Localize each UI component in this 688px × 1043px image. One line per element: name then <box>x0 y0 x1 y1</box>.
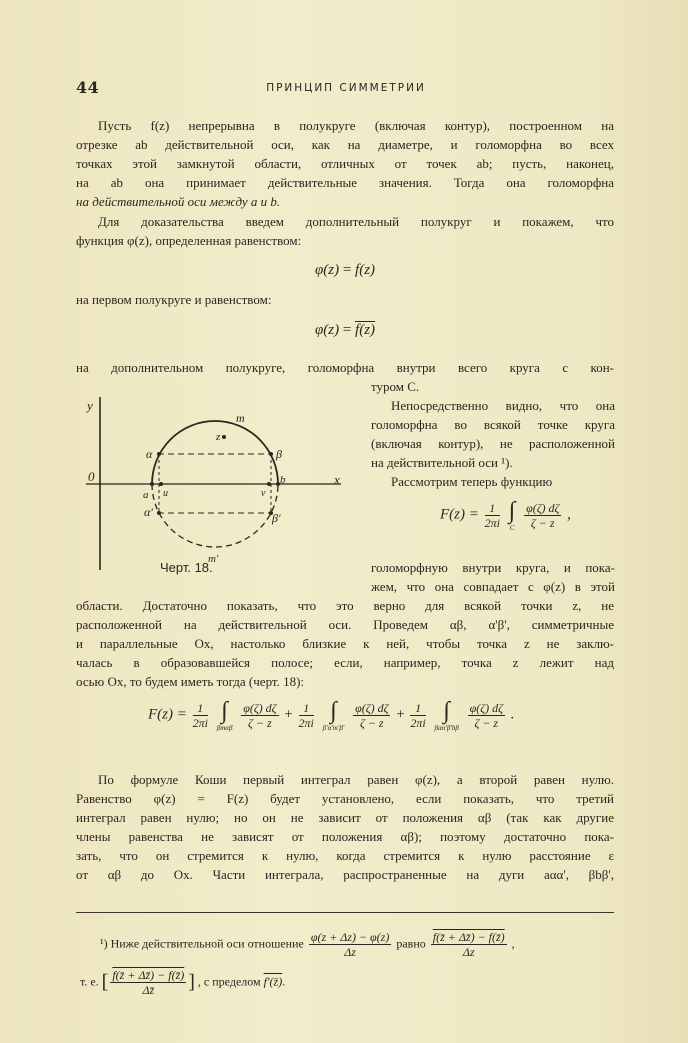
text-line: Непосредственно видно, что она <box>391 398 615 413</box>
svg-text:z: z <box>216 431 221 443</box>
right-column-text <box>371 396 615 491</box>
equation-4: F(z) = $\frac{1}{2\pi i}$ ∫ βmαβ $\frac{\varphi(\zeta) d\zeta}{\zeta - z}$ + $\frac{1}{2\pi i}$ ∫ β'α'm'β' $\frac{\varphi(\zeta) d\zeta}{\zeta - z}$ + $\frac{1}{2\pi i}$ ∫ βαα'β'bβ $\frac{\varphi(\zeta) d\zeta}{\zeta - z}$ . <box>148 698 515 732</box>
integral-sign: ∫ β'α'm'β' <box>322 698 345 732</box>
text-line: члены равенства не зависят от положения αβ); поэтому достаточно пока- <box>76 829 614 844</box>
eq1-rhs: f(z) <box>355 262 376 278</box>
text-line: и параллельные Ox, настолько близкие к ней, чтобы точка z не заклю- <box>76 636 614 651</box>
eq2-lhs: φ(z) <box>314 322 340 338</box>
svg-text:b: b <box>280 474 286 486</box>
paragraph-2 <box>76 212 614 250</box>
footnote-marker: ¹) <box>100 936 108 951</box>
text-line: от αβ до Ox. Части интеграла, распространенные на дуги aαα', βbβ', <box>76 867 614 882</box>
paragraph-4 <box>76 358 614 377</box>
text-line: чалась в образовавшейся полосе; если, например, точка z лежит над <box>76 655 614 670</box>
svg-text:m': m' <box>208 553 219 565</box>
text-line: зать, что он стремится к нулю, когда стремится к нулю расстояние ε <box>76 848 614 863</box>
text-line: расположенной на действительной оси. Проведем αβ, α'β', симметричные <box>76 617 614 632</box>
eq3-lhs: F(z) = <box>440 506 479 523</box>
text-line: отрезке ab действительной оси, как на диаметре, и голоморфна во всех <box>76 137 614 152</box>
paragraph-3 <box>76 290 614 309</box>
svg-text:a: a <box>143 489 149 501</box>
label-origin: 0 <box>88 469 95 484</box>
svg-text:β: β <box>276 447 282 461</box>
page-number: 44 <box>76 78 100 97</box>
text-line: По формуле Коши первый интеграл равен φ(z), а второй равен нулю. <box>98 772 614 787</box>
svg-text:α: α <box>146 447 153 461</box>
text-line: жем, что она совпадает с φ(z) в этой <box>371 579 615 594</box>
text-line: туром C. <box>371 379 420 394</box>
eq1-lhs: φ(z) <box>314 262 340 278</box>
equation-1: φ(z) = f(z) <box>314 262 376 278</box>
footnote: ¹) Ниже действительной оси отношение $\frac{\varphi(z + \Delta z) - \varphi(z)}{\Delta z}$ равно $\frac{f(z̄ + \Delta z̄) - f(z̄)}{\Delta z}$ , <box>100 930 515 959</box>
paragraph-4-cont <box>371 377 615 396</box>
paragraph-1 <box>76 116 614 211</box>
svg-text:v: v <box>261 488 266 499</box>
text-line: области. Достаточно показать, что это верно для всякой точки z, не <box>76 598 614 613</box>
paragraph-5 <box>76 596 614 691</box>
text-line: на действительной оси ¹). <box>371 455 513 470</box>
text-line: Равенство φ(z) = F(z) будет установлено, если показать, что третий <box>76 791 614 806</box>
paragraph-6 <box>76 770 614 884</box>
text-line: функция φ(z), определенная равенством: <box>76 233 302 248</box>
eq2-rhs-conjugate: f(z) <box>355 322 376 338</box>
text-line: точках этой замкнутой области, отличных от точек ab; пусть, наконец, <box>76 156 614 171</box>
eq3-integrand: $\frac{\varphi(\zeta) d\zeta}{\zeta - z}$ <box>526 500 560 530</box>
text-line: осью Ox, то будем иметь тогда (черт. 18): <box>76 674 305 689</box>
footnote-line-2: т. е. [ $\frac{f(z̄ + \Delta z̄) - f(z̄)}{\Delta z̄}$ ] , с пределом f'(z̄). <box>80 968 286 997</box>
page-header <box>76 78 616 100</box>
equation-3: F(z) = $\frac{1}{2\pi i}$ ∫ C $\frac{\varphi(\zeta) d\zeta}{\zeta - z}$ , <box>440 498 571 532</box>
paragraph-5-right <box>371 558 615 596</box>
integral-sign: ∫ βmαβ <box>216 698 233 732</box>
text-line: Рассмотрим теперь функцию <box>391 474 553 489</box>
footnote-divider <box>76 912 614 913</box>
text-line: голоморфна во всякой точке круга <box>371 417 615 432</box>
figure-caption: Черт. 18. <box>160 560 213 575</box>
text-line: (включая контур), не расположенной <box>371 436 615 451</box>
text-line: Пусть f(z) непрерывна в полукруге (включая контур), построенном на <box>98 118 614 133</box>
text-line: на дополнительном полукруге, голоморфна внутри всего круга с кон- <box>76 360 614 375</box>
text-line: голоморфную внутри круга, и пока- <box>371 560 615 575</box>
text-line: на первом полукруге и равенством: <box>76 292 272 307</box>
integral-sign: ∫ βαα'β'bβ <box>434 698 459 732</box>
eq3-coefficient: $\frac{1}{2\pi i}$ <box>484 500 500 530</box>
svg-text:β': β' <box>272 511 281 525</box>
running-title: ПРИНЦИП СИММЕТРИИ <box>266 82 426 94</box>
integral-sign: ∫ C <box>508 498 516 532</box>
equation-2: φ(z) = f(z) <box>314 322 376 338</box>
text-line: на действительной оси между a и b. <box>76 194 281 209</box>
text-line: интеграл равен нулю; но он не зависит от положения αβ (так как другие <box>76 810 614 825</box>
text-line: на ab она принимает действительные значения. Тогда она голоморфна <box>76 175 614 190</box>
label-y: y <box>87 398 93 413</box>
svg-text:u: u <box>163 488 168 499</box>
svg-text:α': α' <box>144 505 153 519</box>
svg-text:m: m <box>236 411 245 425</box>
figure-18-diagram <box>86 392 356 572</box>
text-line: Для доказательства введем дополнительный полукруг и покажем, что <box>98 214 614 229</box>
label-x: x <box>334 472 340 487</box>
eq4-lhs: F(z) = <box>148 706 187 723</box>
